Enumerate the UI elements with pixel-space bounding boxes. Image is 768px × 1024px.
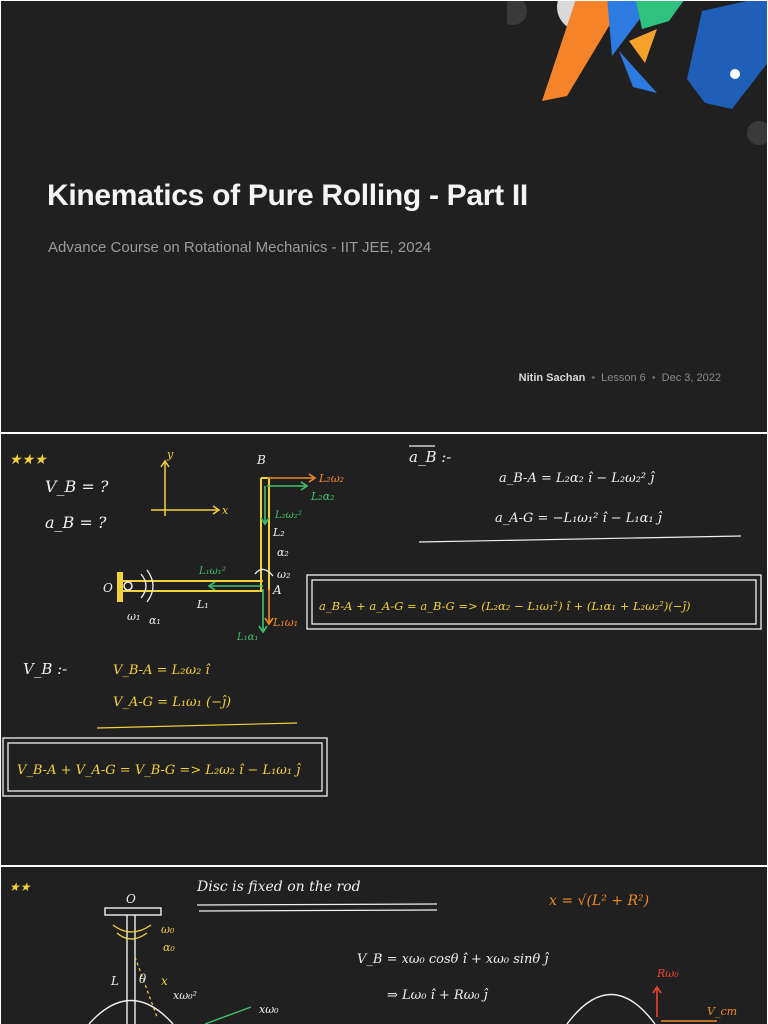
ribbon-icon (619, 51, 657, 93)
point-o-label: O (103, 581, 113, 595)
ab-equation-2: a_A-G = −L₁ω₁² î − L₁α₁ ĵ (495, 511, 662, 526)
notes-page-1 (1, 434, 767, 865)
theta-label: θ (139, 972, 147, 986)
link-l1-label: L₁ (197, 598, 209, 611)
leaf-icon (635, 1, 687, 29)
vb-heading: V_B :- (23, 660, 68, 678)
pen-nib-icon (687, 1, 767, 109)
vb-result-equation: V_B-A + V_A-G = V_B-G => L₂ω₂ î − L₁ω₁ ĵ (17, 763, 301, 778)
vb-equation-1: V_B = xω₀ cosθ î + xω₀ sinθ ĵ (357, 952, 549, 967)
rw0-arrow-label: Rω₀ (657, 967, 679, 980)
vb-equation-2: V_A-G = L₁ω₁ (−ĵ) (113, 695, 232, 710)
l1a1-arrow-label: L₁α₁ (237, 632, 259, 643)
point-a-label: A (273, 583, 282, 597)
omega1-label: ω₁ (127, 610, 141, 623)
divider-line (97, 723, 297, 728)
lesson-title: Kinematics of Pure Rolling - Part II (47, 179, 528, 212)
question-ab: a_B = ? (45, 513, 107, 532)
ab-equation-1: a_B-A = L₂α₂ î − L₂ω₂² ĵ (499, 471, 655, 486)
pen-hole-icon (730, 69, 740, 79)
l2w2sq-arrow-label: L₂ω₂² (275, 510, 302, 521)
l1w1-arrow-label: L₁ω₁ (273, 616, 299, 629)
handwritten-notes (1, 434, 767, 865)
vb-equation-1: V_B-A = L₂ω₂ î (113, 663, 210, 678)
axis-y-label: y (167, 448, 174, 461)
course-subtitle: Advance Course on Rotational Mechanics - IIT JEE, 2024 (48, 239, 432, 256)
point-b-label: B (257, 453, 266, 467)
link-l2-label: L₂ (273, 526, 285, 539)
author-name[interactable]: Nitin Sachan (518, 372, 586, 384)
decorative-art (507, 1, 767, 181)
lesson-number: Lesson 6 (601, 372, 646, 384)
alpha1-label: α₁ (149, 614, 161, 627)
length-l-label: L (111, 974, 119, 988)
importance-stars: ★★ (9, 880, 31, 894)
centripetal-label: xω₀² (173, 989, 197, 1002)
omega2-label: ω₂ (277, 568, 291, 581)
bowtie-icon (629, 29, 657, 63)
omega0-label: ω₀ (161, 923, 175, 936)
tangential-velocity-label: xω₀ (259, 1003, 279, 1016)
l1w1sq-arrow-label: L₁ω₁² (199, 566, 226, 577)
title-slide (1, 1, 767, 432)
dot-decoration (507, 1, 527, 25)
separator: • (651, 372, 656, 384)
lesson-meta (519, 372, 721, 384)
l2w2-arrow-label: L₂ω₂ (319, 472, 345, 485)
question-vb: V_B = ? (45, 477, 109, 496)
ab-result-equation: a_B-A + a_A-G = a_B-G => (L₂α₂ − L₁ω₁²) î + (L₁α₁ + L₂ω₂²)(−ĵ) (319, 599, 691, 613)
handwritten-notes (1, 867, 767, 1024)
dot-decoration (747, 121, 767, 145)
point-o-label: O (126, 892, 136, 906)
lesson-date: Dec 3, 2022 (661, 372, 721, 384)
importance-stars: ★★★ (9, 452, 47, 468)
vb-equation-2: ⇒ Lω₀ î + Rω₀ ĵ (387, 988, 488, 1003)
ab-heading: a_B :- (409, 448, 452, 466)
axes-icon (151, 461, 219, 516)
separator: • (591, 372, 596, 384)
axis-x-label: x (222, 504, 229, 517)
l2a2-arrow-label: L₂α₂ (311, 490, 335, 503)
x-distance-label: x (161, 974, 168, 988)
divider-line (419, 536, 741, 542)
alpha0-label: α₀ (163, 941, 175, 954)
notes-page-2 (1, 867, 767, 1024)
vcm-label: V_cm (707, 1005, 738, 1018)
x-formula: x = √(L² + R²) (549, 893, 650, 909)
alpha2-label: α₂ (277, 546, 289, 559)
notes-heading: Disc is fixed on the rod (197, 879, 361, 895)
